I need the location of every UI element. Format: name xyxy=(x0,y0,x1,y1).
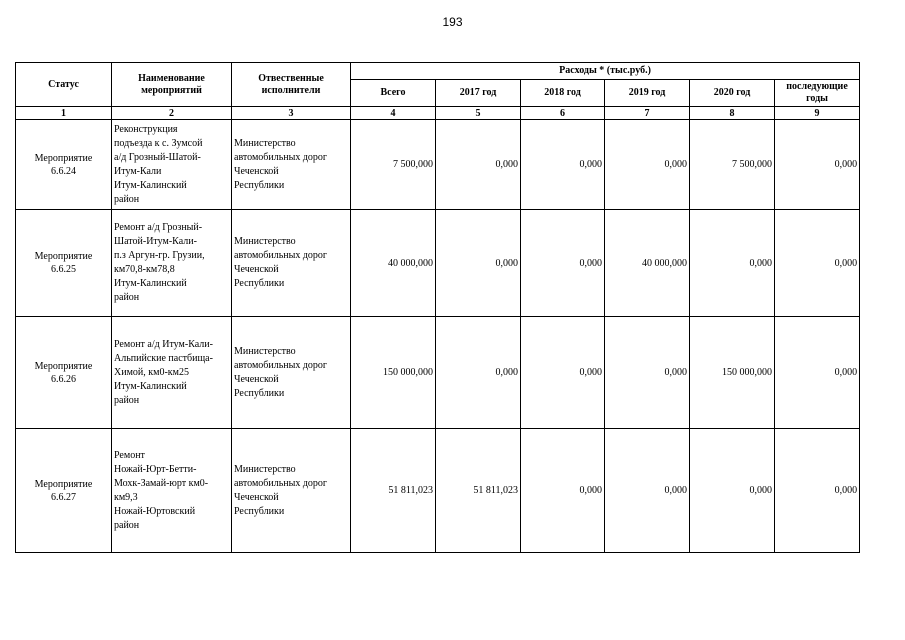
column-number: 7 xyxy=(605,107,690,120)
total-cell: 40 000,000 xyxy=(351,210,436,317)
later-cell: 0,000 xyxy=(775,210,860,317)
y2019-cell: 0,000 xyxy=(605,317,690,429)
total-cell: 7 500,000 xyxy=(351,120,436,210)
column-number: 8 xyxy=(690,107,775,120)
column-number: 2 xyxy=(112,107,232,120)
executor-text: Министерство автомобильных дорог Чеченской Республики xyxy=(234,463,328,517)
column-number: 5 xyxy=(436,107,521,120)
y2017-cell: 0,000 xyxy=(436,210,521,317)
y2019-cell: 40 000,000 xyxy=(605,210,690,317)
y2018-cell: 0,000 xyxy=(521,317,605,429)
executor-cell xyxy=(232,210,351,317)
name-cell xyxy=(112,429,232,553)
name-cell xyxy=(112,120,232,210)
budget-table xyxy=(15,62,860,553)
executor-text: Министерство автомобильных дорог Чеченской Республики xyxy=(234,345,328,399)
name-cell xyxy=(112,210,232,317)
y2020-cell: 7 500,000 xyxy=(690,120,775,210)
name-cell xyxy=(112,317,232,429)
status-cell xyxy=(16,210,112,317)
table-row xyxy=(16,120,860,210)
column-number: 3 xyxy=(232,107,351,120)
y2017-cell: 0,000 xyxy=(436,317,521,429)
executor-text: Министерство автомобильных дорог Чеченской Республики xyxy=(234,236,328,289)
header-status: Статус xyxy=(16,63,112,107)
header-expenses: Расходы * (тыс.руб.) xyxy=(351,63,860,80)
header-executor: Отвественные исполнители xyxy=(232,63,351,107)
later-cell: 0,000 xyxy=(775,429,860,553)
executor-cell xyxy=(232,429,351,553)
name-text: Реконструкция подъезда к с. Зумсой а/д Грозный-Шатой- Итум-Кали Итум-Калинский район xyxy=(114,123,203,205)
y2018-cell: 0,000 xyxy=(521,120,605,210)
y2019-cell: 0,000 xyxy=(605,429,690,553)
y2019-cell: 0,000 xyxy=(605,120,690,210)
name-text: Ремонт Ножай-Юрт-Бетти- Мохк-Замай-юрт км0- км9,3 Ножай-Юртовский район xyxy=(114,449,209,531)
table-row xyxy=(16,317,860,429)
total-cell: 150 000,000 xyxy=(351,317,436,429)
column-number: 6 xyxy=(521,107,605,120)
status-cell xyxy=(16,429,112,553)
executor-cell xyxy=(232,120,351,210)
header-2017: 2017 год xyxy=(436,80,521,107)
status-text: Мероприятие 6.6.25 xyxy=(34,251,93,275)
status-text: Мероприятие 6.6.24 xyxy=(34,152,93,177)
header-2018: 2018 год xyxy=(521,80,605,107)
table-row xyxy=(16,429,860,553)
column-number: 9 xyxy=(775,107,860,120)
y2020-cell: 150 000,000 xyxy=(690,317,775,429)
header-name: Наименование мероприятий xyxy=(112,63,232,107)
header-row-top xyxy=(16,63,860,80)
status-cell xyxy=(16,317,112,429)
total-cell: 51 811,023 xyxy=(351,429,436,553)
table-row xyxy=(16,210,860,317)
y2017-cell: 0,000 xyxy=(436,120,521,210)
later-cell: 0,000 xyxy=(775,120,860,210)
executor-cell xyxy=(232,317,351,429)
later-cell: 0,000 xyxy=(775,317,860,429)
y2018-cell: 0,000 xyxy=(521,429,605,553)
column-number: 1 xyxy=(16,107,112,120)
name-text: Ремонт а/д Грозный- Шатой-Итум-Кали- п.з Аргун-гр. Грузии, км70,8-км78,8 Итум-Калинский район xyxy=(114,222,205,303)
y2020-cell: 0,000 xyxy=(690,429,775,553)
column-number: 4 xyxy=(351,107,436,120)
header-total: Всего xyxy=(351,80,436,107)
executor-text: Министерство автомобильных дорог Чеченской Республики xyxy=(234,137,328,191)
page-number: 193 xyxy=(442,15,463,29)
y2018-cell: 0,000 xyxy=(521,210,605,317)
name-text: Ремонт а/д Итум-Кали- Альпийские пастбища- Химой, км0-км25 Итум-Калинский район xyxy=(114,338,213,406)
status-text: Мероприятие 6.6.27 xyxy=(34,478,93,503)
status-cell xyxy=(16,120,112,210)
y2020-cell: 0,000 xyxy=(690,210,775,317)
header-2019: 2019 год xyxy=(605,80,690,107)
y2017-cell: 51 811,023 xyxy=(436,429,521,553)
header-later: последующие годы xyxy=(775,80,860,107)
status-text: Мероприятие 6.6.26 xyxy=(34,360,93,385)
column-number-row xyxy=(16,107,860,120)
header-2020: 2020 год xyxy=(690,80,775,107)
